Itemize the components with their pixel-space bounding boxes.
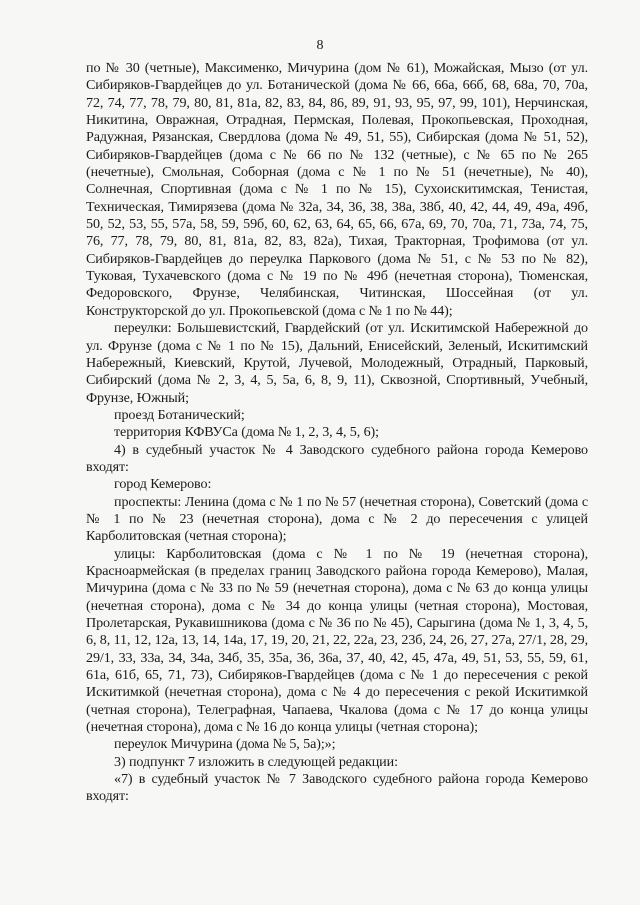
paragraph-section-7-heading: «7) в судебный участок № 7 Заводского судебного района города Кемерово входят:	[86, 771, 588, 805]
paragraph-territory: территория КФВУСа (дома № 1, 2, 3, 4, 5, 6);	[114, 424, 379, 441]
paragraph-avenues: проспекты: Ленина (дома с № 1 по № 57 (нечетная сторона), Советский (дома с № 1 по № 23 (нечетная сторона), дома с № 2 до пересечения с улицей Карболитовская (четная сторона);	[86, 493, 588, 545]
paragraph-subitem-3: 3) подпункт 7 изложить в следующей редакции:	[114, 753, 398, 770]
paragraph-city: город Кемерово:	[114, 476, 212, 493]
paragraph-lanes: переулки: Большевистский, Гвардейский (от ул. Искитимской Набережной до ул. Фрунзе (дома с № 1 по № 15), Дальний, Енисейский, Зеленый, Искитимский Набережный, Киевский, Крутой, Лучевой, Молодежный, Отрадный, Парковый, Сибирский (дома № 2, 3, 4, 5, 5а, 6, 8, 9, 11), Сквозной, Спортивный, Учебный, Фрунзе, Южный;	[86, 320, 588, 406]
paragraph-streets-continued: по № 30 (четные), Максименко, Мичурина (дом № 61), Можайская, Мызо (от ул. Сибиряков-Гвардейцев до ул. Ботанической (дома № 66, 66а, 66б, 68, 68а, 70, 70а, 72, 74, 77, 78, 79, 80, 81, 81а, 82, 83, 84, 86, 89, 91, 93, 95, 97, 99, 101), Нерчинская, Никитина, Овражная, Отрадная, Пермская, Полевая, Прокопьевская, Проходная, Радужная, Рязанская, Свердлова (дома № 49, 51, 55), Сибирская (дома № 51, 52), Сибиряков-Гвардейцев (дома с № 66 по № 132 (четные), с № 65 по № 265 (нечетные), Смольная, Соборная (дома с № 1 по № 51 (нечетные), № 40), Солнечная, Спортивная (дома с № 1 по № 15), Сухоискитимская, Тенистая, Техническая, Тимирязева (дома № 32а, 34, 36, 38, 38а, 38б, 40, 42, 44, 49, 49а, 49б, 50, 52, 53, 55, 57а, 58, 59, 59б, 60, 62, 63, 64, 65, 66, 67а, 69, 70, 70а, 71, 73а, 74, 75, 76, 77, 78, 79, 80, 81, 81а, 82, 83, 82а), Тихая, Тракторная, Трофимова (от ул. Сибиряков-Гвардейцев до переулка Паркового (дома № 51, с № 53 по № 82), Туковая, Тухачевского (дома с № 19 по № 49б (нечетная сторона), Тюменская, Федоровского, Фрунзе, Челябинская, Читинская, Шоссейная (от ул. Конструкторской до ул. Прокопьевской (дома с № 1 по № 44);	[86, 60, 588, 319]
paragraph-section-4-heading: 4) в судебный участок № 4 Заводского судебного района города Кемерово входят:	[86, 441, 588, 475]
document-body	[86, 60, 588, 806]
paragraph-lane-michurina: переулок Мичурина (дома № 5, 5а);»;	[114, 736, 336, 753]
paragraph-passage: проезд Ботанический;	[114, 406, 245, 423]
paragraph-streets: улицы: Карболитовская (дома с № 1 по № 19 (нечетная сторона), Красноармейская (в пределах границ Заводского района города Кемерово), Малая, Мичурина (дома с № 33 по № 59 (нечетная сторона), дома с № 63 до конца улицы (нечетная сторона), дома с № 34 до конца улицы (четная сторона), Мостовая, Пролетарская, Рукавишникова (дома с № 36 по № 45), Сарыгина (дома № 1, 3, 4, 5, 6, 8, 11, 12, 12а, 13, 14, 14а, 17, 19, 20, 21, 22, 22а, 23, 23б, 24, 26, 27, 27а, 27/1, 28, 29, 29/1, 33, 33а, 34, 34а, 34б, 35, 35а, 36, 36а, 37, 40, 42, 45, 47а, 49, 51, 53, 55, 59, 61, 61а, 61б, 65, 71, 73), Сибиряков-Гвардейцев (дома с № 1 до пересечения с рекой Искитимкой (нечетная сторона), дома с № 4 до пересечения с рекой Искитимкой (четная сторона), Телеграфная, Чапаева, Чкалова (дома с № 17 до конца улицы (нечетная сторона), дома с № 16 до конца улицы (четная сторона);	[86, 545, 588, 736]
page-number: 8	[316, 38, 324, 53]
